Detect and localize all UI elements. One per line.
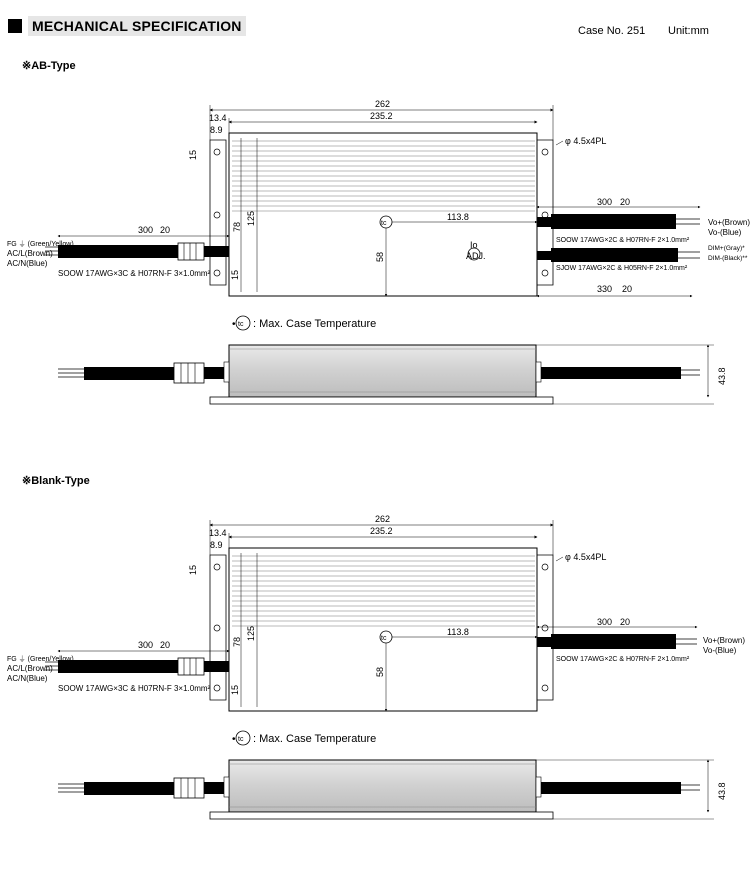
ab-tc-note: : Max. Case Temperature [253, 318, 377, 330]
blank-vo-plus: Vo+(Brown) [703, 636, 746, 645]
ab-dim-cable-spec: SJOW 17AWG×2C & H05RN-F 2×1.0mm² [556, 265, 688, 272]
unit-label: Unit:mm [668, 25, 709, 37]
ab-vo-minus: Vo-(Blue) [708, 228, 742, 237]
ab-mount-hole-icon [214, 149, 220, 155]
ab-mount-hole-icon [214, 212, 220, 218]
blank-dim-235: 235.2 [370, 526, 393, 536]
ab-type-section [7, 60, 750, 404]
ab-acl-wire: AC/L(Brown) [7, 249, 53, 258]
ab-dim-minus: DIM-(Black)** [708, 255, 748, 262]
blank-cable-l-300: 300 [138, 640, 154, 650]
blank-mount-hole-icon [542, 564, 548, 570]
blank-dim-78: 78 [232, 636, 242, 647]
ab-cable-b-20: 20 [622, 284, 633, 294]
blank-dim-262: 262 [375, 514, 391, 524]
ab-tc-bullet: • [232, 319, 236, 330]
blank-acl-wire: AC/L(Brown) [7, 664, 53, 673]
ab-cable-l-20: 20 [160, 225, 171, 235]
blank-mount-hole-icon [542, 685, 548, 691]
ab-dim-plus: DIM+(Gray)* [708, 245, 745, 252]
blank-type-label: ※Blank-Type [22, 475, 90, 487]
blank-dim-113: 113.8 [447, 627, 469, 637]
tc-note-symbol: tc [238, 736, 244, 743]
tc-symbol-text: tc [381, 220, 387, 227]
ab-cable-r-300: 300 [597, 197, 613, 207]
blank-mount-hole-icon [542, 625, 548, 631]
case-number: Case No. 251 [578, 25, 646, 37]
ab-type-label: ※AB-Type [22, 60, 76, 72]
blank-output-cable [551, 634, 676, 649]
page-title: MECHANICAL SPECIFICATION [28, 16, 246, 36]
ab-dim-height: 43.8 [717, 367, 727, 385]
io-label: Io [470, 240, 478, 250]
ab-dim-235: 235.2 [370, 111, 393, 121]
ab-dim-113: 113.8 [447, 212, 469, 222]
ab-case-body [229, 133, 537, 296]
ab-acn-wire: AC/N(Blue) [7, 259, 48, 268]
ab-hole-spec: φ 4.5x4PL [565, 136, 607, 146]
blank-acn-wire: AC/N(Blue) [7, 674, 48, 683]
ab-vo-plus: Vo+(Brown) [708, 218, 750, 227]
ab-fg-wire: FG ⏚ (Green/Yellow) [7, 241, 74, 248]
blank-dim-8-9: 8.9 [210, 540, 223, 550]
ab-mount-hole-icon [214, 270, 220, 276]
blank-mount-hole-icon [214, 564, 220, 570]
ab-dim-58: 58 [375, 251, 385, 262]
blank-output-cable-spec: SOOW 17AWG×2C & H07RN-F 2×1.0mm² [556, 656, 690, 663]
blank-dim-15b: 15 [230, 684, 240, 695]
blank-input-cable-spec: SOOW 17AWG×3C & H07RN-F 3×1.0mm² [58, 684, 211, 693]
ab-output-cable [551, 214, 676, 229]
blank-type-section [7, 475, 745, 819]
blank-hole-spec: φ 4.5x4PL [565, 552, 607, 562]
blank-case-body [229, 548, 537, 711]
ab-dim-cable [551, 248, 678, 262]
tc-symbol-text: tc [381, 635, 387, 642]
ab-input-cable-spec: SOOW 17AWG×3C & H07RN-F 3×1.0mm² [58, 269, 211, 278]
blank-mount-hole-icon [214, 625, 220, 631]
blank-fg-wire: FG ⏚ (Green/Yellow) [7, 656, 74, 663]
ab-dim-15: 15 [188, 149, 198, 160]
blank-tc-bullet: • [232, 734, 236, 745]
adj-label: ADJ. [466, 251, 486, 261]
ab-mount-hole-icon [542, 149, 548, 155]
blank-cable-r-20: 20 [620, 617, 631, 627]
ab-cable-r-20: 20 [620, 197, 631, 207]
blank-dim-15: 15 [188, 564, 198, 575]
ab-dim-15b: 15 [230, 269, 240, 280]
blank-vo-minus: Vo-(Blue) [703, 646, 737, 655]
blank-cable-r-300: 300 [597, 617, 613, 627]
tc-note-symbol: tc [238, 321, 244, 328]
ab-cable-b-330: 330 [597, 284, 613, 294]
ab-dim-13-4: 13.4 [209, 113, 227, 123]
blank-dim-58: 58 [375, 666, 385, 677]
blank-tc-note: : Max. Case Temperature [253, 733, 377, 745]
blank-dim-height: 43.8 [717, 782, 727, 800]
ab-mount-hole-icon [542, 270, 548, 276]
ab-dim-8-9: 8.9 [210, 125, 223, 135]
ab-dim-125: 125 [246, 210, 256, 226]
ab-dim-78: 78 [232, 221, 242, 232]
blank-mount-hole-icon [214, 685, 220, 691]
blank-dim-125: 125 [246, 625, 256, 641]
blank-cable-l-20: 20 [160, 640, 171, 650]
blank-side-view [58, 760, 727, 819]
ab-output-cable-spec: SOOW 17AWG×2C & H07RN-F 2×1.0mm² [556, 237, 690, 244]
ab-cable-l-300: 300 [138, 225, 154, 235]
blank-dim-13-4: 13.4 [209, 528, 227, 538]
ab-dim-262: 262 [375, 99, 391, 109]
ab-side-view [58, 345, 727, 404]
